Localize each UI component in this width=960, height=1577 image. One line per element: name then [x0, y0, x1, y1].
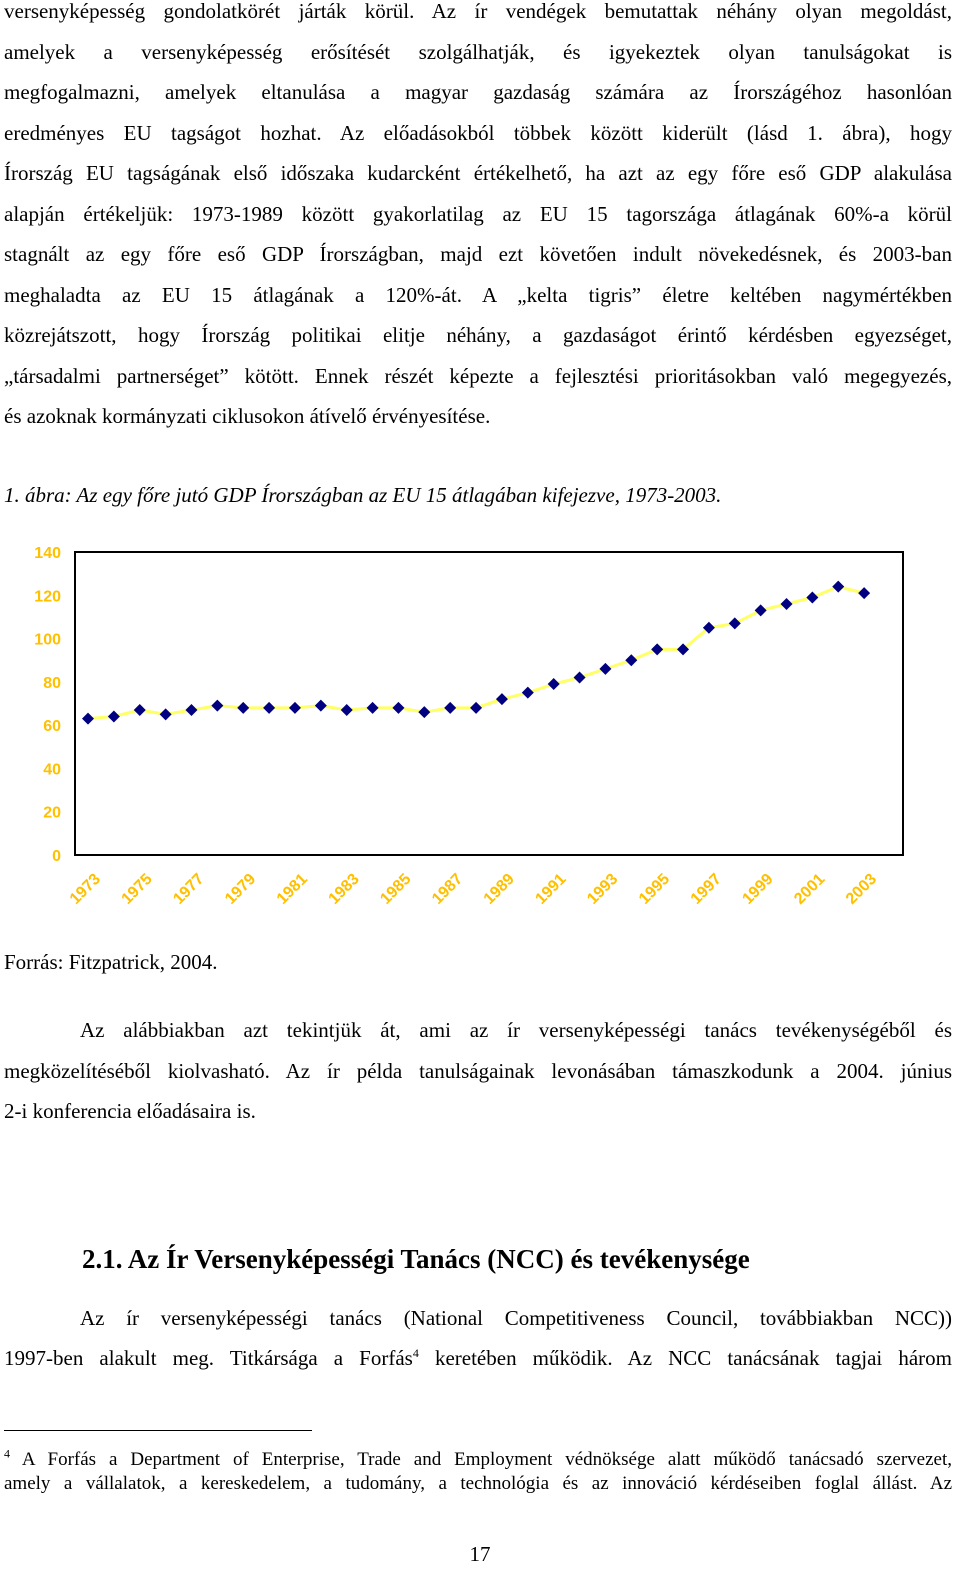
- x-tick-label: 1995: [635, 870, 674, 908]
- closing-line-3: 2-i konferencia előadásaira is.: [4, 1099, 256, 1123]
- y-tick-label: 80: [43, 674, 61, 692]
- y-tick-label: 40: [43, 761, 61, 779]
- footnote-number: 4: [4, 1446, 10, 1461]
- intro-line-11: és azoknak kormányzati ciklusokon átívelő érvényesítése.: [4, 404, 491, 428]
- x-tick-label: 1973: [66, 870, 104, 908]
- y-tick-label: 120: [34, 588, 61, 606]
- footnote-line-2: amely a vállalatok, a kereskedelem, a tudomány, a technológia és az innováció kérdéseiben foglal állást. Az: [4, 1473, 952, 1494]
- intro-line-10: „társadalmi partnerséget” kötött. Ennek részét képezte a fejlesztési prioritásokban való megegyezés,: [4, 364, 952, 388]
- section-line-2-start: 1997-ben alakult meg. Titkársága a Forfás: [4, 1346, 413, 1370]
- section-line-2-end: keretében működik. Az NCC tanácsának tagjai három: [418, 1346, 952, 1370]
- figure-caption: 1. ábra: Az egy főre jutó GDP Írországban az EU 15 átlagában kifejezve, 1973-2003.: [4, 483, 722, 507]
- x-tick-label: 1979: [222, 870, 260, 908]
- x-tick-label: 1985: [377, 870, 415, 908]
- y-tick-label: 20: [43, 804, 61, 822]
- x-tick-label: 1989: [480, 870, 518, 908]
- intro-line-7: stagnált az egy főre eső GDP Írországban, majd ezt követően indult növekedésnek, és 2003-ban: [4, 242, 952, 266]
- figure-source: Forrás: Fitzpatrick, 2004.: [4, 950, 218, 974]
- x-tick-label: 1991: [532, 870, 570, 908]
- y-tick-label: 60: [43, 718, 61, 736]
- intro-line-5: Írország EU tagságának első időszaka kudarcként értékelhető, ha azt az egy főre eső GDP alakulása: [4, 161, 952, 185]
- y-tick-label: 100: [34, 631, 61, 649]
- intro-line-2: amelyek a versenyképesség erősítését szolgálhatják, és igyekeztek olyan tanulságokat is: [4, 40, 952, 64]
- x-tick-label: 2001: [791, 870, 829, 908]
- footnote-text-1: A Forfás a Department of Enterprise, Trade and Employment védnöksége alatt működő tanácsadó szervezet,: [10, 1449, 952, 1470]
- footnote-line-1: [4, 1446, 952, 1471]
- footnote-reference[interactable]: 4: [412, 1346, 419, 1360]
- page-number: 17: [469, 1542, 491, 1566]
- x-tick-label: 1981: [273, 870, 311, 908]
- closing-line-1: Az alábbiakban azt tekintjük át, ami az ír versenyképességi tanács tevékenységéből és: [80, 1018, 952, 1042]
- x-tick-label: 1983: [325, 870, 363, 908]
- closing-line-2: megközelítéséből kiolvasható. Az ír példa tanulságainak levonásában támaszkodunk a 2004. június: [4, 1059, 952, 1083]
- intro-line-4: eredményes EU tagságot hozhat. Az előadásokból többek között kiderült (lásd 1. ábra), hogy: [4, 121, 952, 145]
- intro-line-6: alapján értékeljük: 1973-1989 között gyakorlatilag az EU 15 tagországa átlagának 60%-a körül: [4, 202, 952, 226]
- x-tick-label: 1997: [687, 870, 725, 908]
- x-tick-label: 1975: [118, 870, 156, 908]
- x-tick-label: 1977: [170, 870, 208, 908]
- section-line-2: [4, 1345, 952, 1371]
- y-tick-label: 140: [34, 545, 61, 562]
- x-tick-label: 1999: [739, 870, 777, 908]
- section-heading: 2.1. Az Ír Versenyképességi Tanács (NCC) és tevékenysége: [82, 1244, 750, 1274]
- gdp-line-chart: [0, 535, 960, 925]
- x-tick-label: 1987: [429, 870, 467, 908]
- section-line-1: Az ír versenyképességi tanács (National Competitiveness Council, továbbiakban NCC)): [80, 1306, 952, 1330]
- y-tick-label: 0: [52, 848, 61, 865]
- x-tick-label: 2003: [842, 870, 881, 908]
- intro-line-8: meghaladta az EU 15 átlagának a 120%-át. A „kelta tigris” életre keltében nagymértékben: [4, 283, 952, 307]
- x-tick-label: 1993: [584, 870, 622, 908]
- intro-line-1: versenyképesség gondolatkörét járták körül. Az ír vendégek bemutattak néhány olyan megoldást,: [4, 0, 952, 23]
- intro-line-3: megfogalmazni, amelyek eltanulása a magyar gazdaság számára az Írországéhoz hasonlóan: [4, 80, 952, 104]
- intro-line-9: közrejátszott, hogy Írország politikai elitje néhány, a gazdaságot érintő kérdésben egyezséget,: [4, 323, 952, 347]
- footnote-divider: [4, 1430, 312, 1431]
